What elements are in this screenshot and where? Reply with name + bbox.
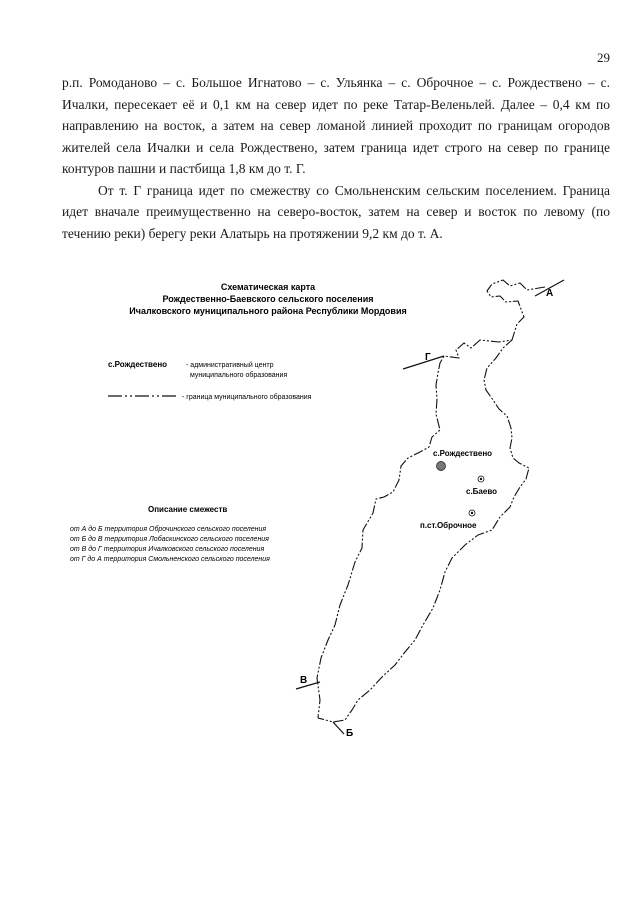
adjacency-item-1: от А до Б территория Оброчинского сельского поселения	[70, 526, 267, 533]
legend-center-desc-2: муниципального образования	[190, 372, 288, 379]
paragraph-1: р.п. Ромоданово – с. Большое Игнатово – с. Ульянка – с. Оброчное – с. Рождествено – с. Ичалки, пересекает её и 0,1 км на север идет по реке Татар-Веленьлей. Далее – 0,4 км по направлению на восток, а затем на север ломаной линией проходит по границам огородов жителей села Ичалки и села Рождествено, затем граница идет строго на север по границе контуров пашни и пастбища 1,8 км до т. Г.	[62, 75, 610, 176]
page-number: 29	[597, 50, 610, 65]
paragraph-2: От т. Г граница идет по смежеству со Смольненским сельским поселением. Граница идет вначале преимущественно на северо-восток, затем на север и восток по левому (по течению реки) берегу реки Алатырь на протяжении 9,2 км до т. А.	[62, 182, 610, 241]
point-b-label: Б	[346, 728, 354, 739]
point-b-tick	[333, 722, 344, 734]
adjacency-item-2: от Б до В территория Лобаскинского сельского поселения	[70, 536, 269, 543]
settlement-obrochnoe: п.ст.Оброчное	[420, 521, 477, 530]
baevo-marker-dot	[480, 478, 482, 480]
map-title-line-2: Рождественно-Баевского сельского поселения	[162, 294, 374, 304]
obrochnoe-marker-dot	[471, 512, 473, 514]
settlement-baevo: с.Баево	[466, 487, 498, 496]
point-g-tick	[403, 356, 444, 369]
settlement-boundary	[317, 280, 545, 722]
legend-center-desc-1: - административный центр	[186, 362, 274, 369]
map-title-line-1: Схематическая карта	[220, 282, 316, 292]
adjacency-item-3: от В до Г территория Ичалковского сельского поселения	[70, 546, 265, 553]
point-v-label: В	[300, 675, 308, 686]
map-title-line-3: Ичалковского муниципального района Республики Мордовия	[129, 306, 407, 316]
legend-border-desc: - граница муниципального образования	[182, 394, 312, 401]
rozhdestveno-marker	[437, 462, 446, 471]
adjacency-item-4: от Г до А территория Смольненского сельского поселения	[70, 556, 270, 563]
legend-center-label: с.Рождествено	[108, 360, 168, 369]
settlement-rozhdestveno: с.Рождествено	[433, 449, 493, 458]
point-g-label: Г	[425, 352, 431, 363]
adjacency-heading: Описание смежеств	[148, 505, 228, 514]
point-a-label: А	[546, 288, 554, 299]
